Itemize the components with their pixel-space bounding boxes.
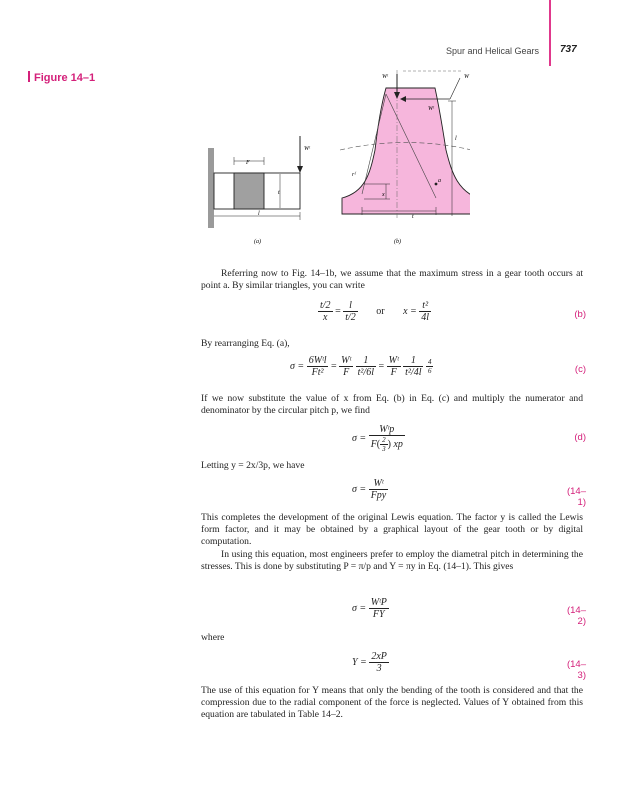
equation-14-2: σ = $\frac{\text{WᵗP}}{FY}$ — [352, 597, 387, 620]
equation-number-14-3: (14–3) — [566, 659, 586, 681]
page-number: 737 — [560, 44, 577, 55]
paragraph-5: This completes the development of the original Lewis equation. The factor y is called the Lewis form factor, and it may be obtained by a graphical layout of the gear tooth or by digital computation. — [201, 512, 583, 548]
paragraph-8: The use of this equation for Y means that only the bending of the tooth is considered and that the compression due to the radial component of the force is neglected. Values of Y obtained from this equation are tabulated in Table 14–2. — [201, 685, 583, 721]
shaded-section — [234, 173, 264, 209]
label-b-a: a — [438, 178, 441, 184]
figure-14-1 — [200, 66, 470, 252]
paragraph-1: Referring now to Fig. 14–1b, we assume that the maximum stress in a gear tooth occurs at point a. By similar triangles, you can write — [201, 268, 583, 292]
paragraph-6: In using this equation, most engineers prefer to employ the diametral pitch in determining the stresses. This is done by substituting P = π/p and Y = πy in Eq. (14–1). This gives — [201, 549, 583, 573]
label-a-t: t — [278, 190, 280, 196]
label-b-Wt-top: Wᵗ — [382, 74, 389, 80]
equation-number-b: (b) — [574, 309, 586, 320]
point-a — [435, 183, 438, 186]
label-b-Wt-mid: Wᵗ — [428, 106, 435, 112]
label-a-Wt: Wᵗ — [304, 146, 311, 152]
running-title: Spur and Helical Gears — [446, 46, 540, 56]
equation-b: $\frac{t/2}{x}$ = $\frac{l}{t/2}$ or x = $\frac{\text{t²}}{4l}$ — [320, 300, 430, 323]
panel-a-cantilever — [208, 136, 311, 245]
label-a-F: F — [246, 160, 250, 166]
paragraph-7: where — [201, 632, 225, 643]
header-rule — [549, 0, 551, 66]
caption-b: (b) — [394, 239, 401, 245]
label-b-W: W — [464, 74, 469, 80]
equation-d: σ = Wᵗp F( $\frac{2}{3}$ ) xp — [352, 424, 403, 453]
figure-label — [28, 71, 95, 84]
paragraph-3: If we now substitute the value of x from Eq. (b) in Eq. (c) and multiply the numerator and denominator by the circular pitch p, we find — [201, 393, 583, 417]
wall — [208, 148, 214, 228]
figure-label-text: Figure 14–1 — [34, 72, 96, 84]
caption-a: (a) — [254, 239, 261, 245]
label-b-t: t — [412, 214, 414, 220]
equation-number-14-1: (14–1) — [566, 486, 586, 508]
equation-number-d: (d) — [574, 432, 586, 443]
label-a-l: l — [258, 211, 260, 217]
equation-c: σ = $\frac{\text{6Wᵗl}}{\text{Ft²}}$ = $\frac{\text{Wᵗ}}{F}$ $\frac{1}{\text{t²/6l}}$ = $\frac{\text{Wᵗ}}{F}$ $\frac{1}{\text{t²/4l}}$ $\frac{4}{6}$ — [290, 355, 432, 378]
figure-label-bar — [28, 71, 30, 82]
panel-b-gear-tooth — [340, 70, 470, 245]
label-b-x: x — [382, 192, 385, 198]
equation-14-1: σ = $\frac{\text{Wᵗ}}{\text{Fpy}}$ — [352, 478, 387, 501]
equation-number-c: (c) — [574, 364, 586, 375]
equation-14-3: Y = $\frac{2xP}{3}$ — [352, 651, 387, 674]
gear-tooth-shape — [342, 88, 470, 214]
equation-number-14-2: (14–2) — [566, 605, 586, 627]
paragraph-4: Letting y = 2x/3p, we have — [201, 460, 305, 471]
W-arrow — [450, 78, 460, 99]
label-b-rf: rᶠ — [352, 172, 356, 178]
force-arrowhead-a — [297, 166, 303, 173]
paragraph-2: By rearranging Eq. (a), — [201, 338, 290, 349]
label-b-l: l — [455, 136, 457, 142]
